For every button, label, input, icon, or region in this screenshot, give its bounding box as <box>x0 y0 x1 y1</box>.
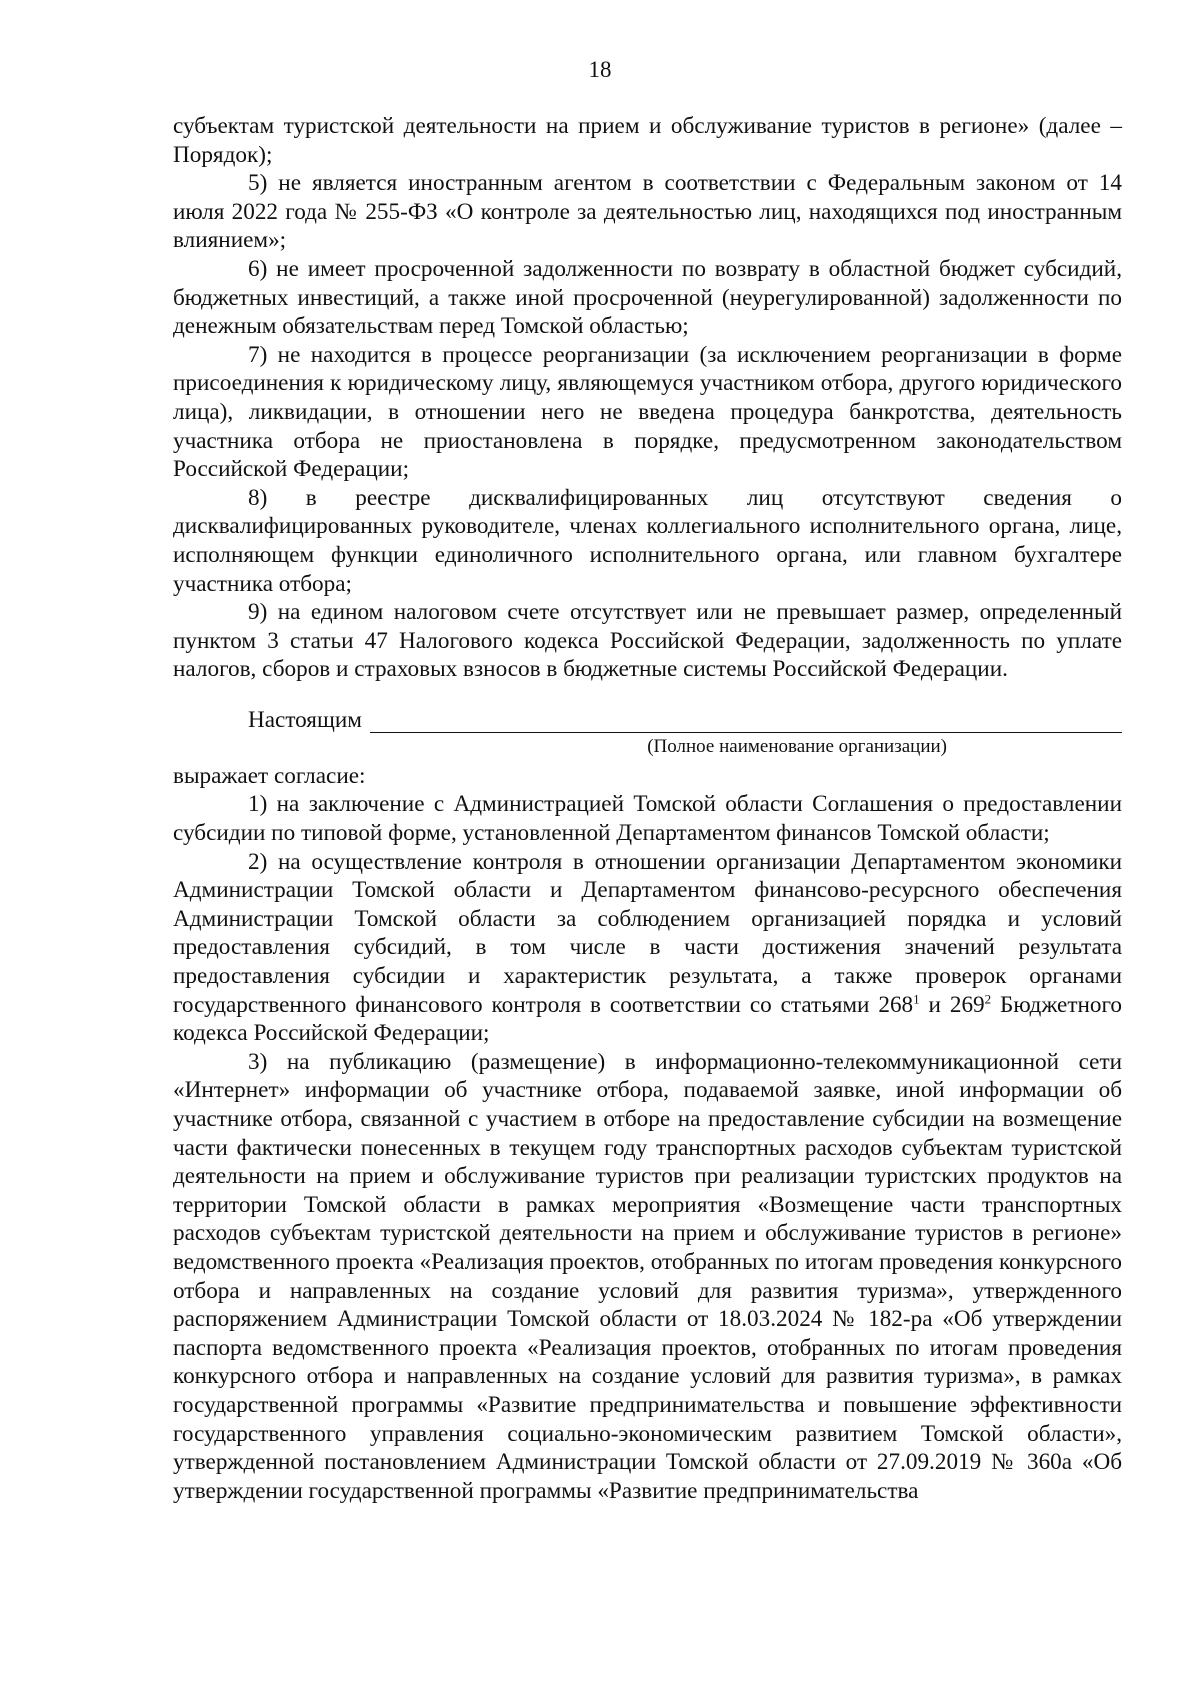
consent-item-2-mid: и 269 <box>919 991 985 1018</box>
page-number: 18 <box>588 57 612 82</box>
consent-item-2-text: 2) на осуществление контроля в отношении организации Департаментом экономики Администрации Томской области и Департаментом финансово-ресурсного обеспечения Администрации Томской области за соблюдением организацией порядка и условий предоставления субсидий, в том числе в части достижения значений результата предоставления субсидии и характеристик результата, а также проверок органами государственного финансового контроля в соответствии со статьями 268 <box>173 848 1122 1018</box>
field-caption: (Полное наименование организации) <box>647 735 947 757</box>
consent-item-1: 1) на заключение с Администрацией Томской области Соглашения о предоставлении субсидии по типовой форме, установленной Департаментом финансов Томской области; <box>173 791 1122 847</box>
fill-in-line <box>370 732 1122 733</box>
consent-item-2-end: Бюджетного кодекса Российской Федерации; <box>173 991 1122 1047</box>
document-body <box>173 112 1122 1505</box>
paragraph-item-5: 5) не является иностранным агентом в соответствии с Федеральным законом от 14 июля 2022 года № 255-ФЗ «О контроле за деятельностью лиц, находящихся под иностранным влиянием»; <box>173 170 1122 254</box>
paragraph-continuation: субъектам туристской деятельности на прием и обслуживание туристов в регионе» (далее – Порядок); <box>173 113 1122 168</box>
superscript-2: 2 <box>984 990 992 1006</box>
paragraph-item-6: 6) не имеет просроченной задолженности по возврату в областной бюджет субсидий, бюджетных инвестиций, а также иной просроченной (неурегулированной) задолженности по денежным обязательствам перед Томской областью; <box>173 255 1122 340</box>
form-label: Настоящим <box>248 706 362 733</box>
organization-name-field <box>173 706 1122 735</box>
superscript-1: 1 <box>913 990 920 1006</box>
paragraph-item-7: 7) не находится в процессе реорганизации (за исключением реорганизации в форме присоединения к юридическому лицу, являющемуся участником отбора, другого юридического лица), ликвидации, в отношении него не введена процедура банкротства, деятельность участника отбора не приостановлена в порядке, предусмотренном законодательством Российской Федерации; <box>173 341 1122 483</box>
consent-item-2 <box>173 848 1122 1048</box>
paragraph-item-8: 8) в реестре дисквалифицированных лиц отсутствуют сведения о дисквалифицированных руководителе, членах коллегиального исполнительного органа, лице, исполняющем функции единоличного исполнительного органа, или главном бухгалтере участника отбора; <box>173 484 1122 597</box>
consent-item-3: 3) на публикацию (размещение) в информационно-телекоммуникационной сети «Интернет» информации об участнике отбора, подаваемой заявке, иной информации об участнике отбора, связанной с участием в отборе на предоставление субсидии на возмещение части фактически понесенных в текущем году транспортных расходов субъектам туристской деятельности на прием и обслуживание туристов при реализации туристских продуктов на территории Томской области в рамках мероприятия «Возмещение части транспортных расходов субъектам туристской деятельности на прием и обслуживание туристов в регионе» ведомственного проекта «Реализация проектов, отобранных по итогам проведения конкурсного отбора и направленных на создание условий для развития туризма», утвержденного распоряжением Администрации Томской области от 18.03.2024 № 182-ра «Об утверждении паспорта ведомственного проекта «Реализация проектов, отобранных по итогам проведения конкурсного отбора и направленных на создание условий для развития туризма», в рамках государственной программы «Развитие предпринимательства и повышение эффективности государственного управления социально-экономическим развитием Томской области», утвержденной постановлением Администрации Томской области от 27.09.2019 № 360а «Об утверждении государственной программы «Развитие предпринимательства <box>173 1048 1122 1504</box>
paragraph-item-9: 9) на едином налоговом счете отсутствует или не превышает размер, определенный пунктом 3 статьи 47 Налогового кодекса Российской Федерации, задолженность по уплате налогов, сборов и страховых взносов в бюджетные системы Российской Федерации. <box>173 599 1122 683</box>
consent-intro: выражает согласие: <box>173 762 366 789</box>
